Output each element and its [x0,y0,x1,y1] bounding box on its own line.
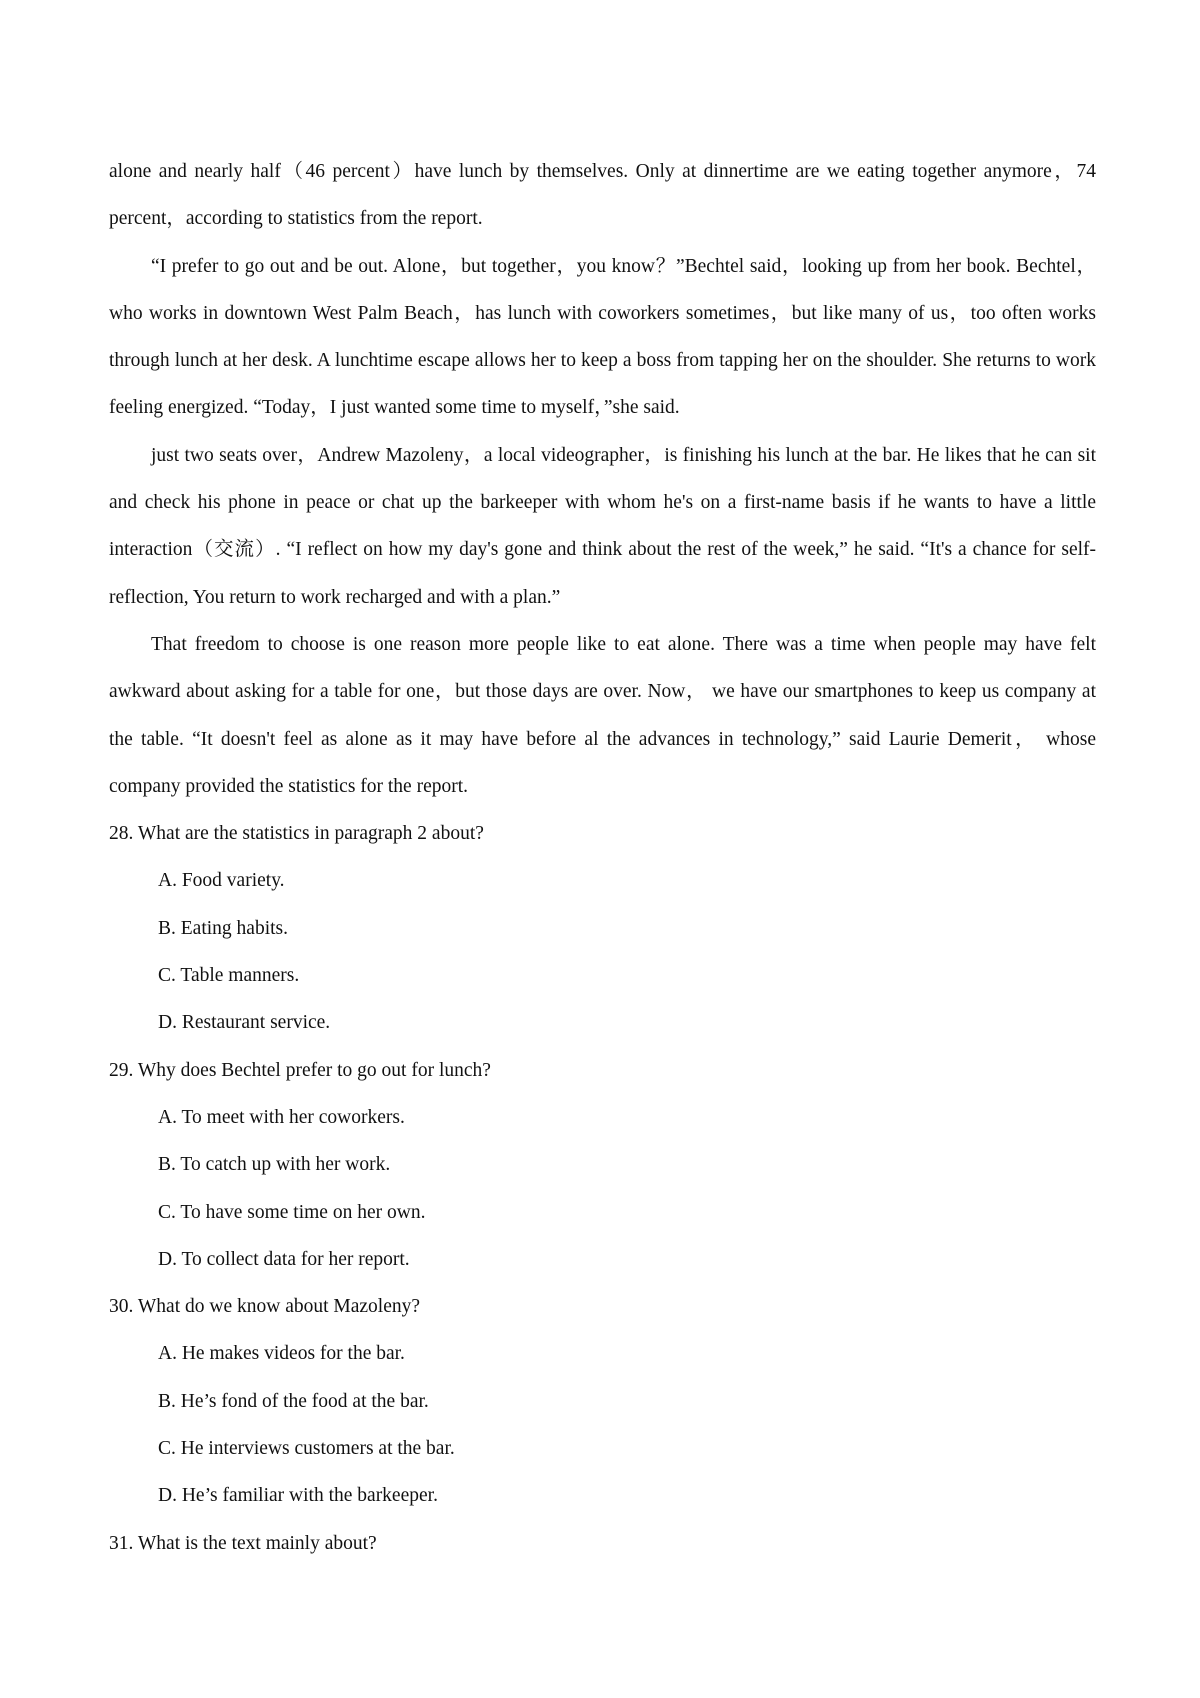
option-b: B. To catch up with her work. [158,1154,391,1176]
option-d: D. Restaurant service. [158,1012,331,1034]
option-b: B. He’s fond of the food at the bar. [158,1390,429,1412]
question-stem: 31. What is the text mainly about? [109,1532,377,1554]
option-d: D. To collect data for her report. [158,1248,410,1270]
question-30 [109,1283,1096,1519]
option-d: D. He’s familiar with the barkeeper. [158,1485,438,1507]
question-29 [109,1047,1096,1283]
question-28 [109,810,1096,1046]
option-a: A. To meet with her coworkers. [158,1106,405,1128]
option-a: A. He makes videos for the bar. [158,1343,405,1365]
option-c: C. Table manners. [158,965,300,987]
passage-paragraph-1: alone and nearly half（46 percent）have lunch by themselves. Only at dinnertime are we eating together anymore，74 percent，according to statistics from the report. [109,161,1096,230]
passage-paragraph-4: That freedom to choose is one reason more people like to eat alone. There was a time when people may have felt awkward about asking for a table for one，but those days are over. Now， we have our smartphones to keep us company at the table. “It doesn't feel as alone as it may have before al the advances in technology,” said Laurie Demerit， whose company provided the statistics for the report. [109,633,1096,797]
question-stem: 29. Why does Bechtel prefer to go out for lunch? [109,1059,491,1081]
option-b: B. Eating habits. [158,917,288,939]
option-a: A. Food variety. [158,870,285,892]
option-c: C. To have some time on her own. [158,1201,426,1223]
passage-paragraph-3: just two seats over，Andrew Mazoleny，a local videographer，is finishing his lunch at the bar. He likes that he can sit and check his phone in peace or chat up the barkeeper with whom he's on a first-name basis if he wants to have a little interaction（交流）. “I reflect on how my day's gone and think about the rest of the week,” he said. “It's a chance for self-reflection, You return to work recharged and with a plan.” [109,444,1096,608]
option-c: C. He interviews customers at the bar. [158,1438,455,1460]
question-31 [109,1520,1096,1567]
passage-paragraph-2: “I prefer to go out and be out. Alone，but together，you know？”Bechtel said，looking up from her book. Bechtel， who works in downtown West Palm Beach，has lunch with coworkers sometimes，but like many of us，too often works through lunch at her desk. A lunchtime escape allows her to keep a boss from tapping her on the shoulder. She returns to work feeling energized. “Today，I just wanted some time to myself，”she said. [109,255,1096,419]
question-stem: 30. What do we know about Mazoleny? [109,1296,421,1318]
document-content [109,148,1096,1567]
question-stem: 28. What are the statistics in paragraph 2 about? [109,823,484,845]
